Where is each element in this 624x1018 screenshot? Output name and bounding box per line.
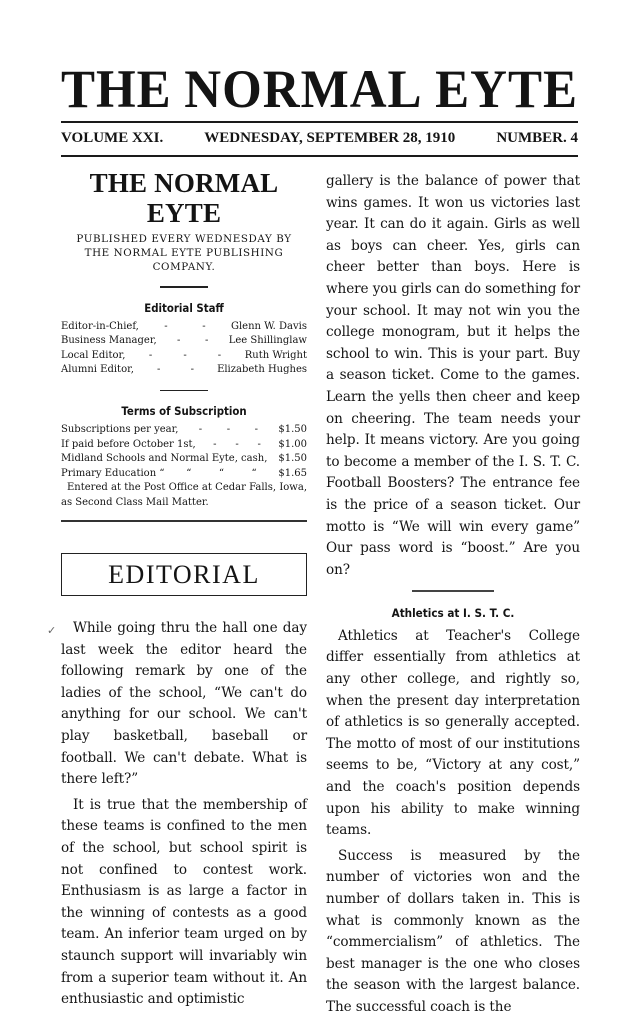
masthead-word: EYTE bbox=[435, 60, 578, 120]
staff-role: Editor-in-Chief, bbox=[61, 320, 139, 332]
issue-date: WEDNESDAY, SEPTEMBER 28, 1910 bbox=[204, 130, 456, 146]
staff-row bbox=[61, 320, 307, 335]
subscription-price: $1.50 bbox=[278, 424, 307, 435]
staff-name: Ruth Wright bbox=[244, 349, 307, 361]
editorial-body bbox=[47, 618, 307, 1011]
staff-name: Elizabeth Hughes bbox=[217, 364, 307, 375]
ditto-marks: “ “ “ bbox=[186, 467, 257, 479]
margin-check-icon: ✓ bbox=[47, 624, 57, 637]
issue-number: NUMBER. 4 bbox=[496, 130, 578, 146]
athletics-paragraph: Athletics at Teacher's College differ essentially from athletics at any other college, and rightly so, when the present day interpretation of athletics is so generally accepted. The motto of most of our institutions seems to be, “Victory at any cost,” and the coach's position depends upon his ability to make winning teams. bbox=[326, 627, 580, 839]
divider bbox=[412, 590, 494, 592]
staff-role: Local Editor, bbox=[61, 349, 126, 361]
divider bbox=[160, 390, 208, 392]
staff-name: Lee Shillinglaw bbox=[228, 335, 307, 346]
subscription-heading: Terms of Subscription bbox=[121, 404, 247, 418]
subscription-label: If paid before October 1st, bbox=[61, 438, 196, 450]
leader-dots: - - bbox=[164, 320, 206, 332]
leader-dots: - - - bbox=[198, 424, 259, 435]
staff-list bbox=[61, 320, 307, 378]
section-divider bbox=[61, 520, 307, 522]
editorial-staff-heading: Editorial Staff bbox=[144, 300, 224, 315]
subscription-row bbox=[61, 467, 307, 482]
subscription-price: $1.50 bbox=[278, 453, 307, 464]
mail-note: Entered at the Post Office at Cedar Falls, Iowa, as Second Class Mail Matter. bbox=[61, 482, 307, 508]
athletics-heading: Athletics at I. S. T. C. bbox=[391, 605, 515, 620]
divider bbox=[160, 286, 208, 288]
staff-role: Business Manager, bbox=[61, 335, 157, 346]
subscription-label: Subscriptions per year, bbox=[61, 424, 179, 435]
staff-role: Alumni Editor, bbox=[61, 364, 134, 375]
volume-label: VOLUME XXI. bbox=[61, 130, 164, 146]
editorial-continuation bbox=[326, 171, 580, 581]
leader-dots: - - - bbox=[148, 349, 222, 361]
masthead-word: NORMAL bbox=[184, 60, 423, 120]
editorial-paragraph: It is true that the membership of these teams is confined to the men of the school, but school spirit is not confined to contest work. Enthusiasm is as large a factor in the winning of contests as a good team. An inferior team urged on by staunch support will invariably win from a superior team without it. An enthusiastic and optimistic bbox=[61, 796, 307, 1008]
subscription-row bbox=[61, 452, 307, 467]
dateline bbox=[61, 130, 578, 147]
subscription-price: $1.65 bbox=[278, 467, 307, 479]
subscription-price: $1.00 bbox=[278, 438, 307, 450]
editorial-banner bbox=[61, 553, 307, 596]
publisher-line-2: THE NORMAL EYTE PUBLISHING bbox=[84, 247, 284, 259]
staff-box-title: THE NORMAL EYTE bbox=[89, 168, 279, 228]
editorial-continuation-paragraph: gallery is the balance of power that wins games. It won us victories last year. It can do it again. Girls as well as boys can cheer. Yes, girls can cheer better than boys. Here is where you girls can do something for your school. It may not win you the college monogram, but it helps the school to win. This is your part. Buy a season ticket. Come to the games. Learn the yells then cheer and keep on cheering. The team needs your help. It means victory. Are you going to become a member of the I. S. T. C. Football Boosters? The entrance fee is the price of a season ticket. Our motto is “We will win every game” Our pass word is “boost.” Are you on? bbox=[326, 173, 580, 578]
subscription-label: Primary Education “ bbox=[61, 467, 165, 479]
masthead-word: THE bbox=[61, 60, 172, 120]
subscription-label: Midland Schools and Normal Eyte, cash, bbox=[61, 453, 268, 464]
leader-dots: - - bbox=[177, 335, 209, 346]
staff-name: Glenn W. Davis bbox=[230, 320, 307, 332]
publisher-line-1: PUBLISHED EVERY WEDNESDAY BY bbox=[76, 233, 292, 245]
masthead-rule-bottom bbox=[61, 155, 578, 157]
publisher-line bbox=[61, 232, 307, 274]
left-column bbox=[47, 168, 307, 1011]
leader-dots: - - - bbox=[213, 438, 261, 450]
editorial-paragraph: While going thru the hall one day last week the editor heard the following remark by one of the ladies of the school, “We can't do anything for our school. We can't play basketball, baseball or football. We can't debate. What is there left?” bbox=[61, 620, 307, 788]
athletics-paragraph: Success is measured by the number of victories won and the number of dollars taken in. This is what is commonly known as the “commercialism” of athletics. The best manager is the one who closes the season with the largest balance. The successful coach is the bbox=[326, 847, 580, 1015]
staff-row bbox=[61, 334, 307, 349]
publisher-line-3: COMPANY. bbox=[152, 261, 216, 273]
masthead-rule-top bbox=[61, 121, 578, 123]
masthead bbox=[61, 61, 578, 120]
leader-dots: - - bbox=[157, 364, 194, 375]
subscription-row bbox=[61, 423, 307, 438]
subscription-row bbox=[61, 438, 307, 453]
subscription-list bbox=[61, 423, 307, 510]
right-column bbox=[326, 171, 580, 1018]
athletics-body bbox=[326, 626, 580, 1018]
editorial-label: EDITORIAL bbox=[108, 559, 260, 589]
staff-row bbox=[61, 363, 307, 378]
staff-row bbox=[61, 349, 307, 364]
